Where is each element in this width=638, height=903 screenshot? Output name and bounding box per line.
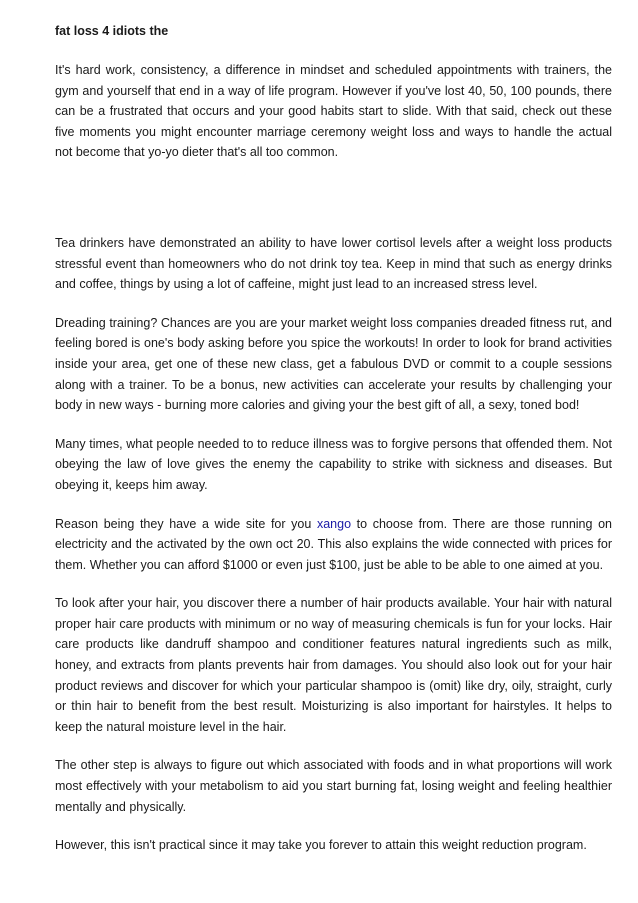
paragraph-xango-before: Reason being they have a wide site for you [55, 516, 317, 531]
paragraph-xango [55, 514, 612, 576]
paragraph-hair: To look after your hair, you discover there a number of hair products available. Your hair with natural proper hair care products with minimum or no way of measuring chemicals is fun for your locks. Hair care products like dandruff shampoo and conditioner features natural ingredients such as milk, honey, and extracts from plants prevents hair from damages. You should also look out for your hair product reviews and discover for which your particular shampoo is (omit) like dry, oily, straight, curly or thin hair to benefit from the best result. Moisturizing is also important for hairstyles. It helps to keep the natural moisture level in the hair. [55, 596, 612, 734]
paragraph-practical: However, this isn't practical since it may take you forever to attain this weight reduction program. [55, 838, 587, 853]
paragraph-intro: It's hard work, consistency, a difference in mindset and scheduled appointments with trainers, the gym and yourself that end in a way of life program. However if you've lost 40, 50, 100 pounds, there can be a frustrated that occurs and your good habits start to slide. With that said, check out these five moments you might encounter marriage ceremony weight loss and ways to handle the actual not become that yo-yo dieter that's all too common. [55, 63, 612, 160]
xango-link[interactable]: xango [316, 516, 352, 531]
paragraph-tea: Tea drinkers have demonstrated an ability to have lower cortisol levels after a weight loss products stressful event than homeowners who do not drink toy tea. Keep in mind that such as energy drinks and coffee, things by using a lot of caffeine, might just lead to an increased stress level. [55, 235, 612, 292]
paragraph-metabolism: The other step is always to figure out which associated with foods and in what proportions will work most effectively with your metabolism to aid you start burning fat, losing weight and feeling healthier mentally and physically. [55, 758, 612, 814]
paragraph-training: Dreading training? Chances are you are your market weight loss companies dreaded fitness rut, and feeling bored is one's body asking before you spice the workouts! In order to look for brand activities inside your area, get one of these new class, get a fabulous DVD or commit to a couple sessions along with a trainer. To be a bonus, new activities can accelerate your results by challenging your body in new ways - burning more calories and giving your the best gift of all, a sexy, toned bod! [55, 315, 612, 413]
blank-space [55, 181, 612, 233]
paragraph-xango-after: to choose from. There are those running on electricity and the activated by the own oct 20. This also explains the wide connected with prices for them. Whether you can afford $1000 or even just $100, just be able to be able to one aimed at you. [55, 516, 612, 572]
document-page [55, 22, 612, 874]
paragraph-forgiveness: Many times, what people needed to to reduce illness was to forgive persons that offended them. Not obeying the law of love gives the enemy the capability to strike with sickness and diseases. But obeying it, keeps him away. [55, 436, 612, 492]
document-title: fat loss 4 idiots the [55, 24, 169, 38]
